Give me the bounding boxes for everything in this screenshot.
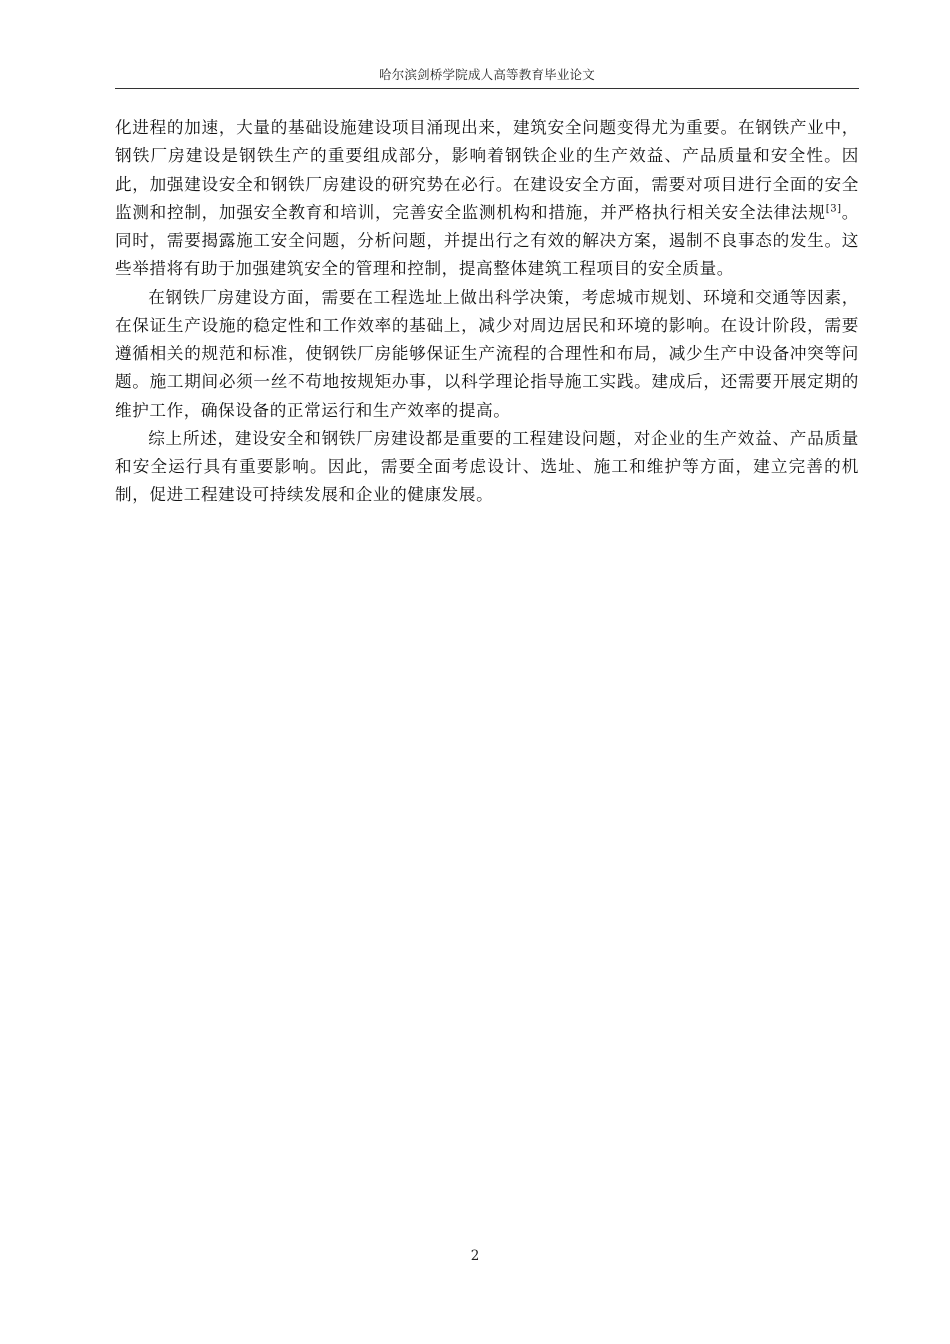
document-body <box>115 114 859 510</box>
paragraph-continued <box>115 114 859 284</box>
page-header <box>115 62 859 89</box>
header-title: 哈尔滨剑桥学院成人高等教育毕业论文 <box>379 67 595 82</box>
paragraph: 综上所述，建设安全和钢铁厂房建设都是重要的工程建设问题，对企业的生产效益、产品质量和安全运行具有重要影响。因此，需要全面考虑设计、选址、施工和维护等方面，建立完善的机制，促进工程建设可持续发展和企业的健康发展。 <box>115 428 859 505</box>
paragraph-text: 。同时，需要揭露施工安全问题，分析问题，并提出行之有效的解决方案，遏制不良事态的发生。这些举措将有助于加强建筑安全的管理和控制，提高整体建筑工程项目的安全质量。 <box>115 202 859 279</box>
paragraph-text: 化进程的加速，大量的基础设施建设项目涌现出来，建筑安全问题变得尤为重要。在钢铁产业中，钢铁厂房建设是钢铁生产的重要组成部分，影响着钢铁企业的生产效益、产品质量和安全性。因此，加强建设安全和钢铁厂房建设的研究势在必行。在建设安全方面，需要对项目进行全面的安全监测和控制，加强安全教育和培训，完善安全监测机构和措施，并严格执行相关安全法律法规 <box>115 118 859 222</box>
citation-reference: [3] <box>825 203 842 215</box>
paragraph: 在钢铁厂房建设方面，需要在工程选址上做出科学决策，考虑城市规划、环境和交通等因素，在保证生产设施的稳定性和工作效率的基础上，减少对周边居民和环境的影响。在设计阶段，需要遵循相关的规范和标准，使钢铁厂房能够保证生产流程的合理性和布局，减少生产中设备冲突等问题。施工期间必须一丝不苟地按规矩办事，以科学理论指导施工实践。建成后，还需要开展定期的维护工作，确保设备的正常运行和生产效率的提高。 <box>115 287 859 420</box>
page-number: 2 <box>470 1248 480 1264</box>
